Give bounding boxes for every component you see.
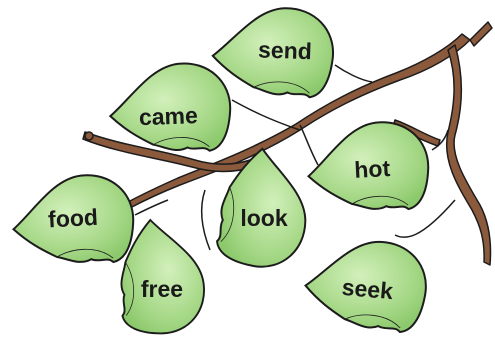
leaf-word: send bbox=[257, 36, 313, 65]
leaf-hot[interactable] bbox=[306, 120, 431, 214]
leaf-word: hot bbox=[353, 154, 391, 183]
leaf-seek[interactable] bbox=[302, 236, 429, 334]
leaf-send[interactable] bbox=[211, 6, 334, 98]
leaf-word: food bbox=[47, 203, 99, 233]
leaf-word: seek bbox=[340, 273, 395, 305]
leaf-word: came bbox=[138, 102, 199, 131]
leaf-food[interactable] bbox=[11, 173, 136, 267]
leaf-came[interactable] bbox=[109, 62, 232, 154]
leaf-free-word: free bbox=[140, 276, 184, 302]
leaf-look-word: look bbox=[240, 205, 288, 231]
